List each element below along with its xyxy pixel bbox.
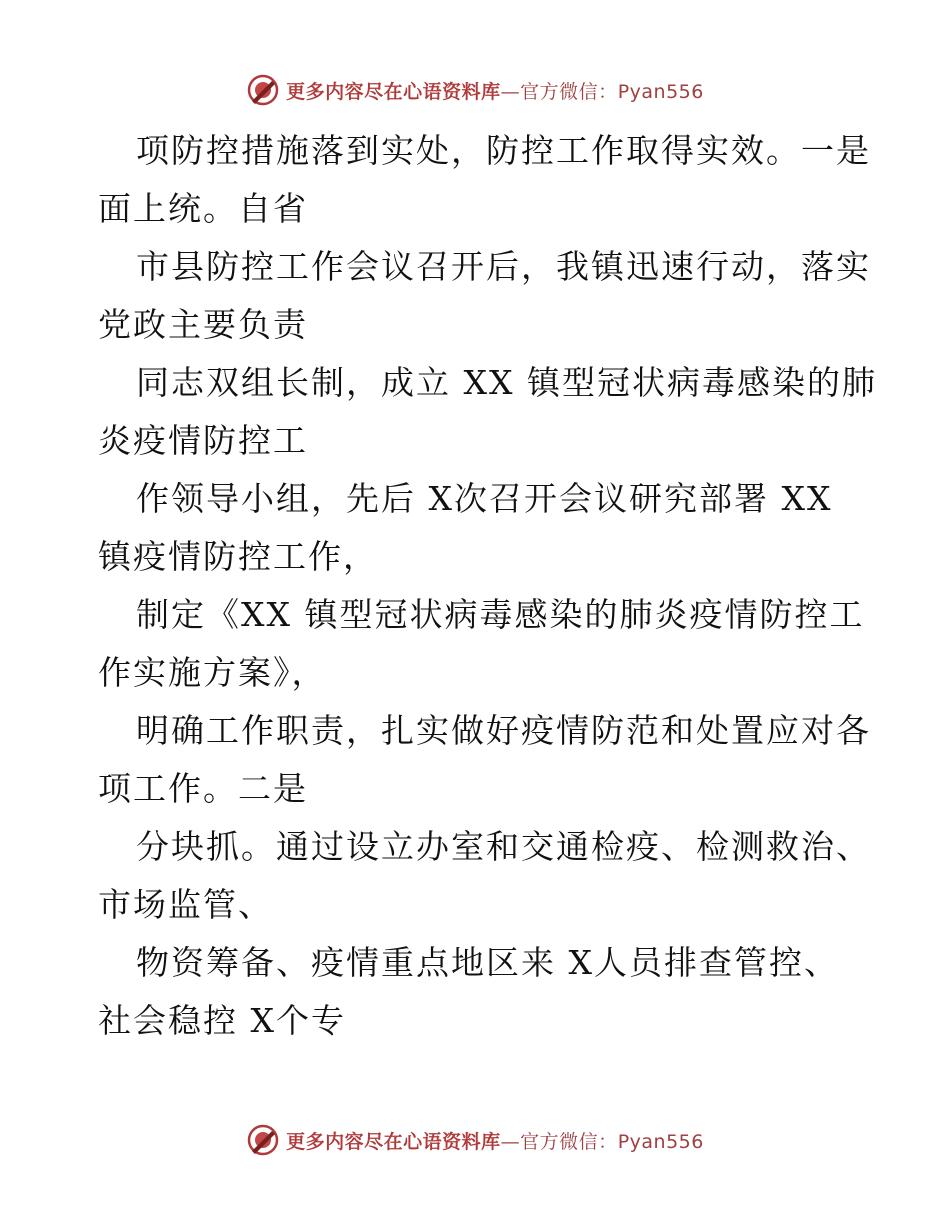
paragraph-line: 项防控措施落到实处，防控工作取得实效。一是: [136, 131, 871, 170]
paragraph-line: 制定《XX 镇型冠状病毒感染的肺炎疫情防控工: [136, 595, 865, 634]
footer-suffix: —官方微信：: [500, 1130, 618, 1153]
paragraph: [98, 238, 871, 354]
header-text: 更多内容尽在心语资料库: [286, 80, 501, 103]
paragraph-line: 明确工作职责，扎实做好疫情防范和处置应对各: [136, 711, 871, 750]
paragraph: [98, 934, 858, 1050]
paragraph-line: 镇疫情防控工作，: [98, 537, 378, 576]
paragraph: [98, 470, 858, 586]
paragraph-line: 党政主要负责: [98, 305, 308, 344]
paragraph-line: 分块抓。通过设立办室和交通检疫、检测救治、: [136, 827, 871, 866]
paragraph-line: 社会稳控 X个专: [98, 1001, 346, 1040]
paragraph: [98, 702, 871, 818]
footer-text: 更多内容尽在心语资料库: [286, 1130, 501, 1153]
paragraph: [98, 354, 877, 470]
paragraph: [98, 586, 865, 702]
paragraph-line: 炎疫情防控工: [98, 421, 308, 460]
paragraph: [98, 122, 871, 238]
logo-icon: [246, 73, 280, 107]
paragraph-line: 项工作。二是: [98, 769, 308, 808]
header-contact: Pyan556: [617, 80, 704, 103]
header-banner: [0, 70, 950, 110]
paragraph-line: 作实施方案》，: [98, 653, 327, 692]
paragraph-line: 市场监管、: [98, 885, 273, 924]
paragraph-line: 同志双组长制，成立 XX 镇型冠状病毒感染的肺: [136, 363, 877, 402]
paragraph: [98, 818, 871, 934]
paragraph-line: 作领导小组，先后 X次召开会议研究部署 XX: [136, 479, 833, 518]
logo-icon: [246, 1123, 280, 1157]
paragraph-line: 物资筹备、疫情重点地区来 X人员排查管控、: [136, 943, 839, 982]
footer-contact: Pyan556: [617, 1130, 704, 1153]
footer-banner: [0, 1120, 950, 1160]
paragraph-line: 面上统。自省: [98, 189, 308, 228]
header-suffix: —官方微信：: [500, 80, 618, 103]
document-body: [98, 122, 877, 1050]
paragraph-line: 市县防控工作会议召开后，我镇迅速行动，落实: [136, 247, 871, 286]
